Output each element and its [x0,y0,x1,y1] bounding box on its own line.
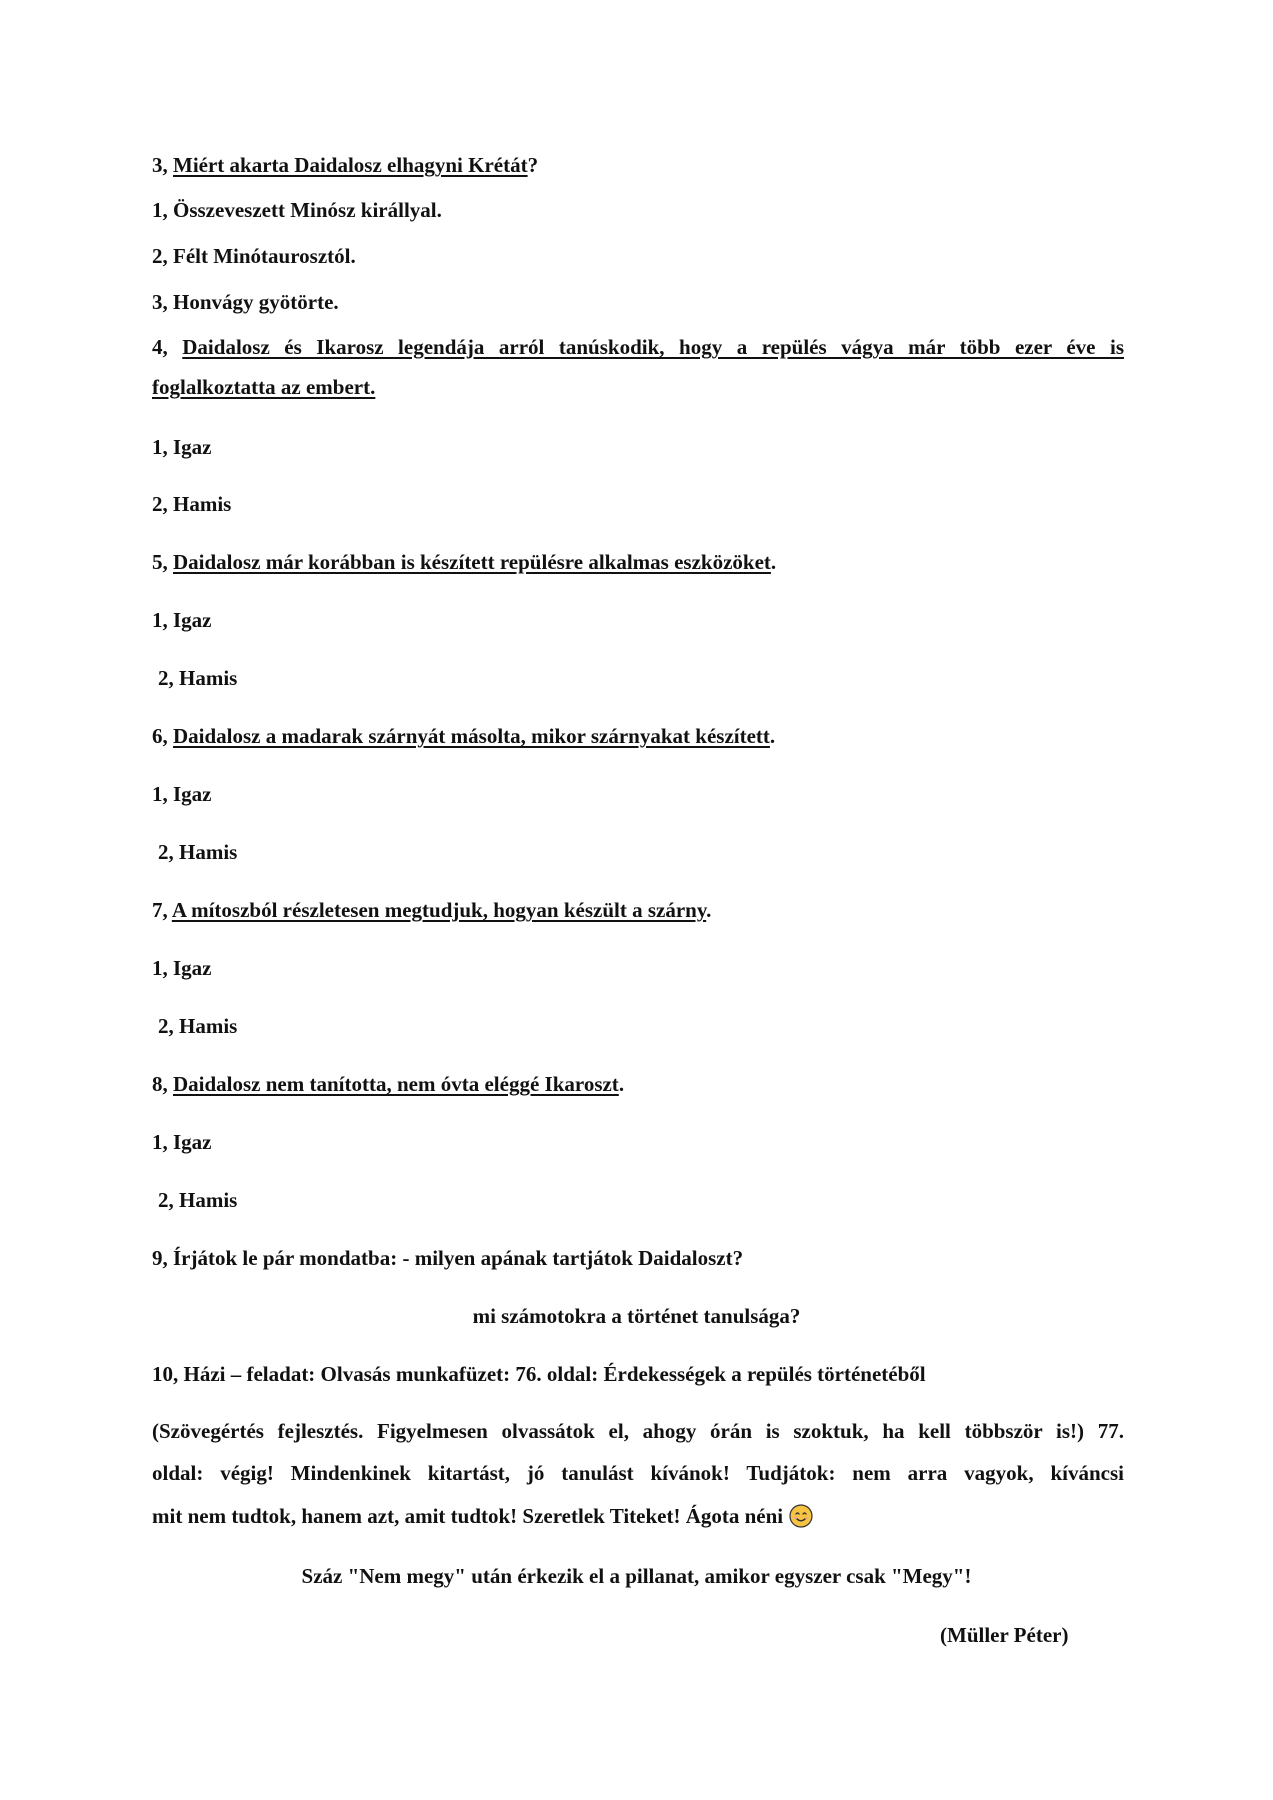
question-number: 8, [152,1072,168,1096]
answer-option: 3, Honvágy gyötörte. [152,290,339,314]
question-4-line1 [152,334,1124,360]
question-punct: . [706,898,712,922]
answer-option: 1, Összeveszett Minósz királlyal. [152,198,442,222]
question-10: 10, Házi – feladat: Olvasás munkafüzet: 76. oldal: Érdekességek a repülés történetéből [152,1362,926,1386]
question-punct: . [769,724,776,748]
signature-text: mit nem tudtok, hanem azt, amit tudtok! Szeretlek Titeket! Ágota néni [152,1504,784,1528]
answer-option: 1, Igaz [152,782,212,806]
question-punct: . [618,1072,625,1096]
question-number: 4, [152,335,168,359]
question-punct: ? [527,153,539,177]
question-5 [152,549,776,575]
closing-quote: Száz "Nem megy" után érkezik el a pillanat, amikor egyszer csak "Megy"! [301,1564,972,1588]
question-9-line2: mi számotokra a történet tanulsága? [472,1304,801,1328]
question-text: Daidalosz már korábban is készített repülésre alkalmas eszközöket [173,550,771,574]
homework-paragraph-line1: (Szövegértés fejlesztés. Figyelmesen olvassátok el, ahogy órán is szoktuk, ha kell többször is!) 77. [152,1419,1124,1443]
answer-option: 1, Igaz [152,435,212,459]
question-3 [152,152,538,178]
question-punct: . [770,550,777,574]
question-4-line2 [152,374,375,400]
question-text: A mítoszból részletesen megtudjuk, hogyan készült a szárny [171,898,707,922]
question-number: 5, [152,550,168,574]
question-9: 9, Írjátok le pár mondatba: - milyen apának tartjátok Daidaloszt? [152,1246,744,1270]
quote-author: (Müller Péter) [940,1623,1069,1647]
answer-option: 2, Félt Minótaurosztól. [152,244,356,268]
homework-paragraph-line2: oldal: végig! Mindenkinek kitartást, jó tanulást kívánok! Tudjátok: nem arra vagyok, kíváncsi [152,1461,1124,1485]
question-6 [152,723,775,749]
question-8 [152,1071,624,1097]
question-text: Daidalosz a madarak szárnyát másolta, mikor szárnyakat készített [173,724,770,748]
question-number: 6, [152,724,168,748]
question-7 [152,897,711,923]
question-text: foglalkoztatta az embert. [152,375,376,399]
question-text: Daidalosz és Ikarosz legendája arról tanúskodik, hogy a repülés vágya már több ezer éve is [182,335,1125,359]
answer-option: 1, Igaz [152,956,212,980]
answer-option: 1, Igaz [152,1130,212,1154]
answer-option: 1, Igaz [152,608,212,632]
question-text: Miért akarta Daidalosz elhagyni Krétát [173,153,528,177]
answer-option: 2, Hamis [158,666,238,690]
homework-paragraph-line3 [152,1503,813,1529]
question-number: 3, [152,153,168,177]
answer-option: 2, Hamis [152,492,232,516]
answer-option: 2, Hamis [158,1014,238,1038]
answer-option: 2, Hamis [158,1188,238,1212]
question-number: 7, [152,898,168,922]
answer-option: 2, Hamis [158,840,238,864]
question-text: Daidalosz nem tanította, nem óvta eléggé Ikaroszt [173,1072,619,1096]
smiling-face-icon [789,1504,813,1528]
